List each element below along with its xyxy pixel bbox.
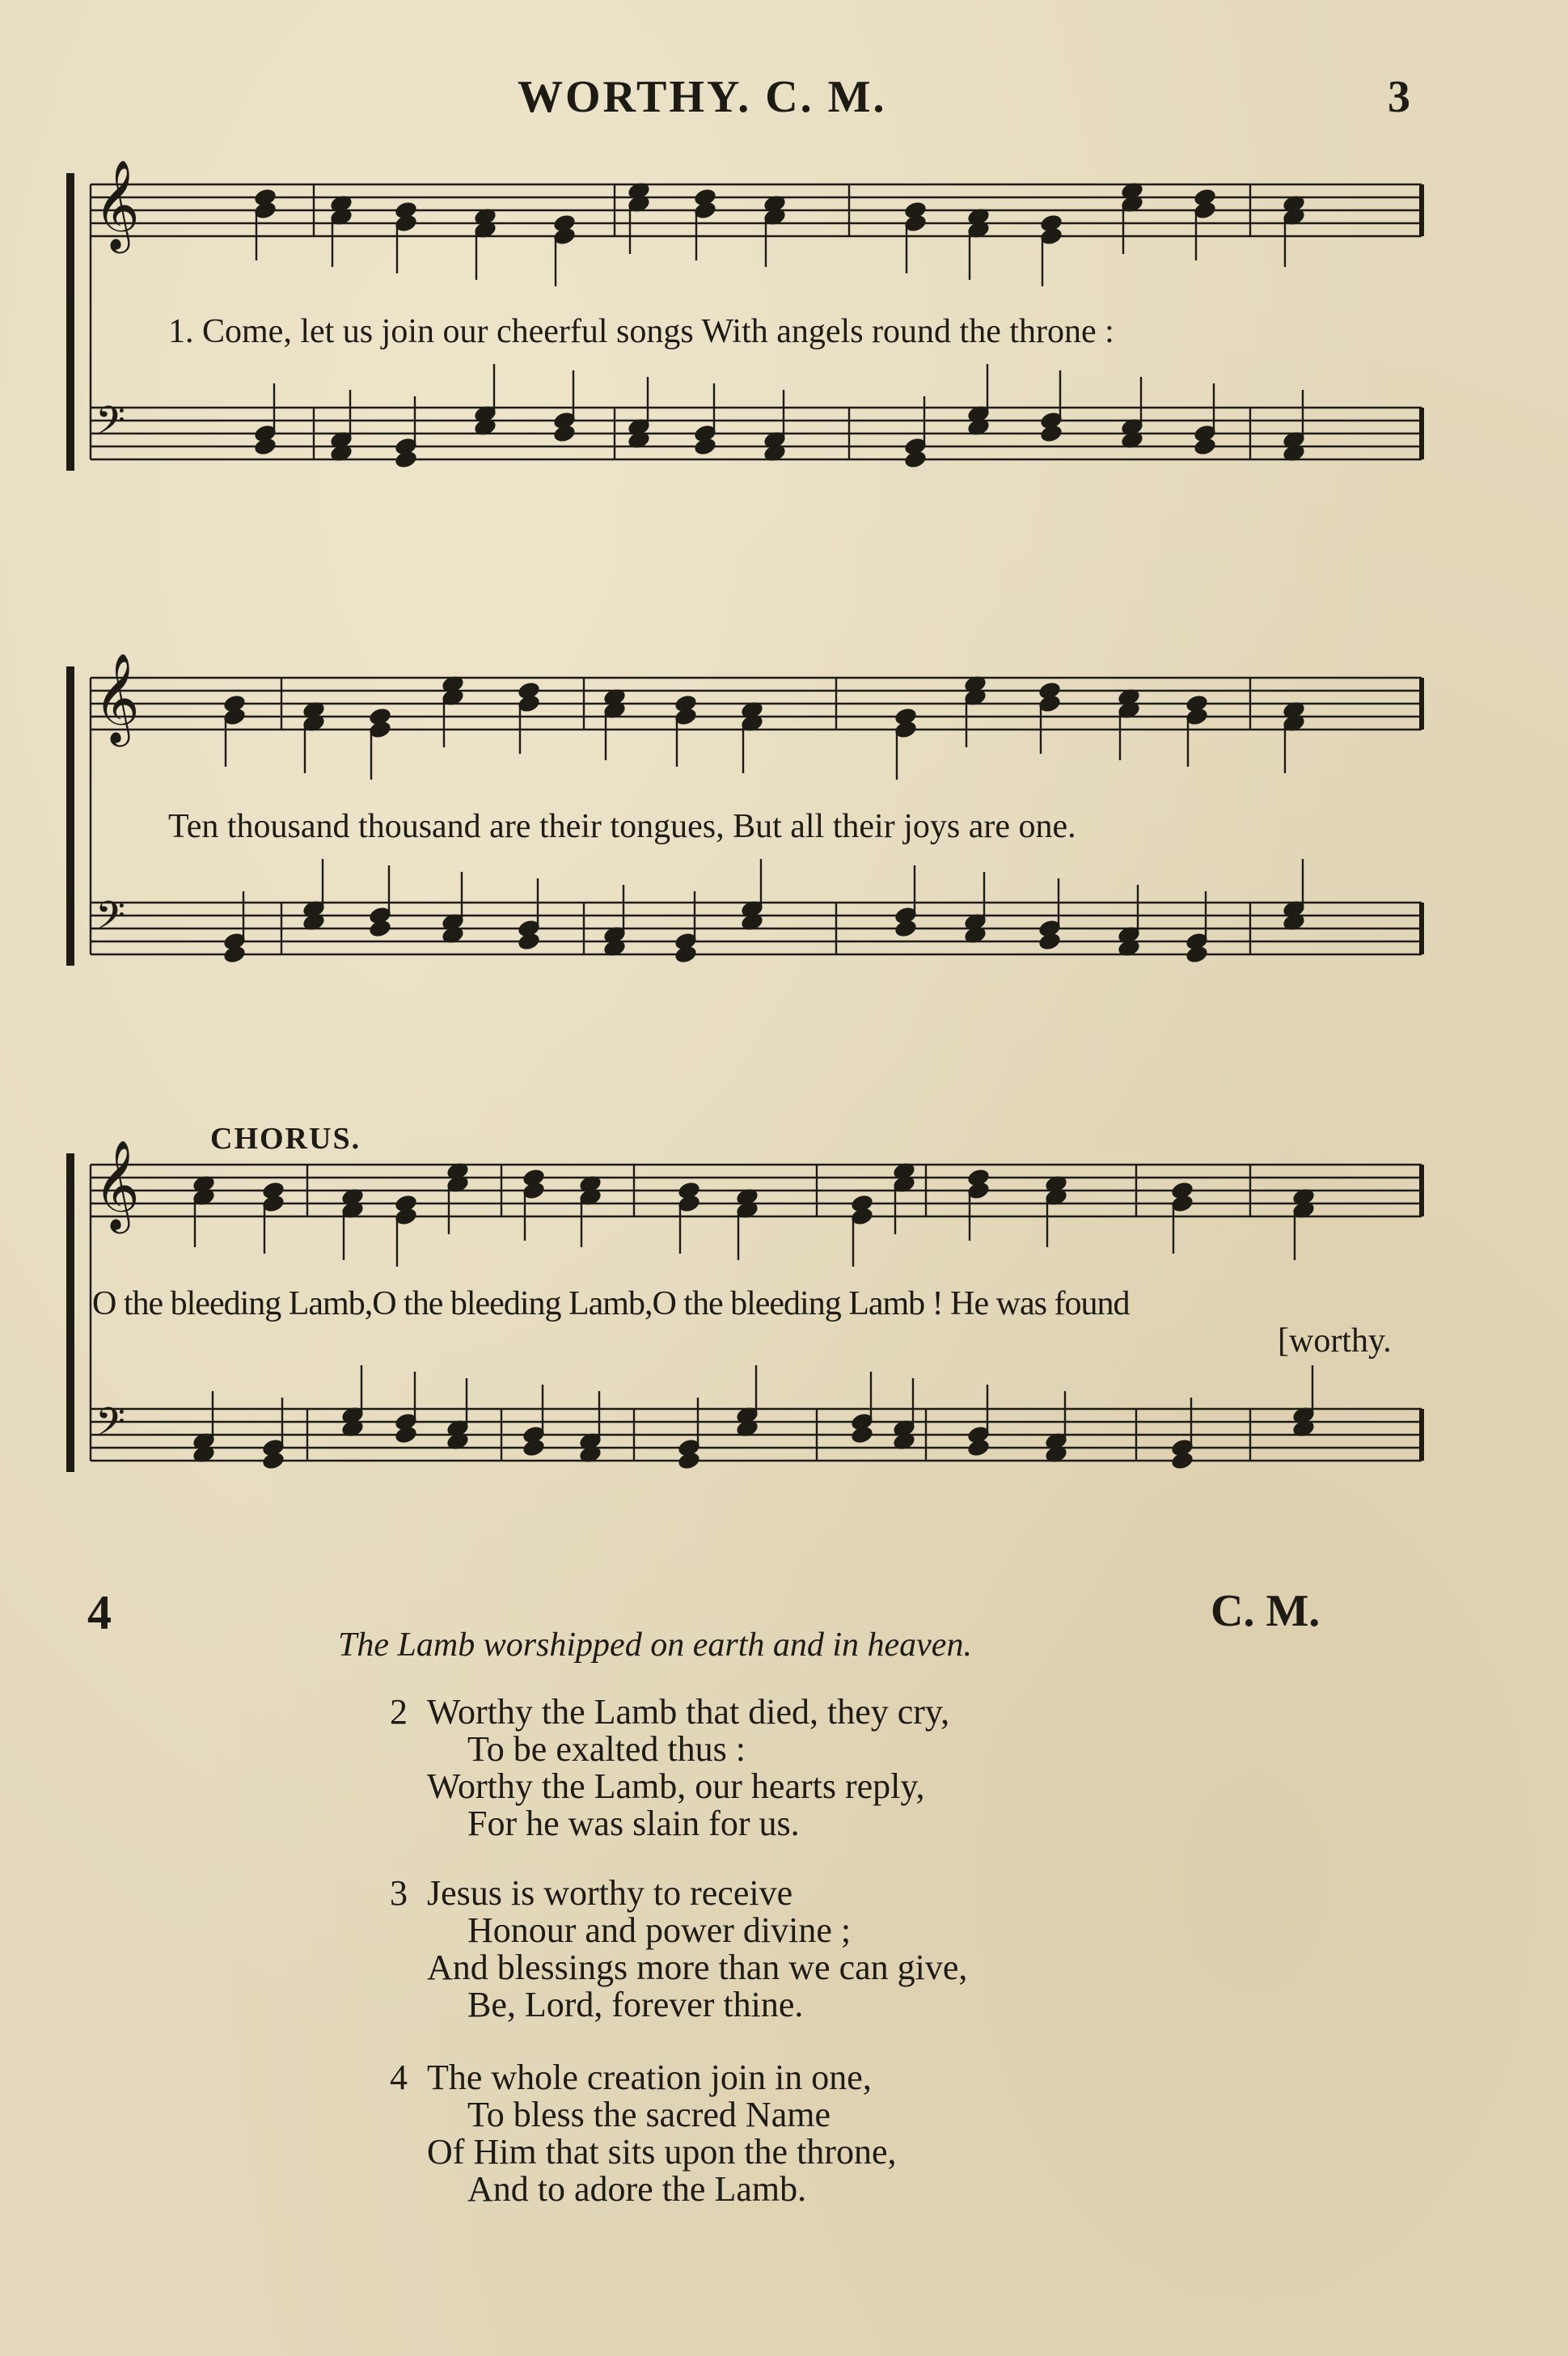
note-head bbox=[261, 1450, 286, 1471]
hymn-subtitle: The Lamb worshipped on earth and in heaven. bbox=[338, 1626, 972, 1664]
system-brace bbox=[66, 666, 74, 966]
verse-line: Worthy the Lamb, our hearts reply, bbox=[427, 1766, 925, 1806]
page-title: WORTHY. C. M. bbox=[518, 72, 887, 122]
note-head bbox=[693, 436, 718, 457]
hymn-meter: C. M. bbox=[1211, 1586, 1321, 1636]
verse-number: 2 bbox=[390, 1692, 408, 1732]
lyric-line-3-continuation: [worthy. bbox=[1278, 1322, 1392, 1360]
verse-2 bbox=[390, 1694, 949, 1842]
verse-line: The whole creation join in one, bbox=[427, 2058, 872, 2097]
note-head bbox=[1170, 1450, 1195, 1471]
note-head bbox=[850, 1424, 875, 1445]
note-head bbox=[394, 1424, 419, 1445]
bass-clef-icon: 𝄢 bbox=[95, 398, 126, 453]
verse-line: Jesus is worthy to receive bbox=[427, 1873, 793, 1913]
verse-line: And blessings more than we can give, bbox=[427, 1948, 968, 1987]
bass-clef-icon: 𝄢 bbox=[95, 893, 126, 948]
verse-line: And to adore the Lamb. bbox=[467, 2169, 807, 2209]
note-head bbox=[394, 449, 419, 470]
note-head bbox=[1039, 423, 1064, 444]
verse-line: To be exalted thus : bbox=[467, 1729, 746, 1769]
verse-line: Of Him that sits upon the throne, bbox=[427, 2132, 897, 2172]
verse-line: Worthy the Lamb that died, they cry, bbox=[427, 1692, 950, 1732]
verse-4 bbox=[390, 2059, 897, 2208]
treble-clef-icon: 𝄞 bbox=[94, 159, 140, 250]
note-head bbox=[903, 449, 928, 470]
note-head bbox=[966, 1437, 991, 1458]
note-head bbox=[1193, 436, 1218, 457]
note-head bbox=[552, 423, 577, 444]
chorus-label: CHORUS. bbox=[210, 1122, 361, 1156]
note-head bbox=[253, 436, 278, 457]
system-brace bbox=[66, 1153, 74, 1472]
verse-line: For he was slain for us. bbox=[467, 1804, 800, 1843]
note-head bbox=[1185, 944, 1210, 965]
note-head bbox=[522, 1437, 547, 1458]
note-head bbox=[674, 944, 699, 965]
note-head bbox=[894, 918, 919, 939]
verse-3 bbox=[390, 1875, 967, 2024]
verse-number: 4 bbox=[390, 2058, 408, 2097]
bass-clef-icon: 𝄢 bbox=[95, 1399, 126, 1454]
note-head bbox=[368, 918, 393, 939]
note-head bbox=[677, 1450, 702, 1471]
verse-line: To bless the sacred Name bbox=[467, 2095, 830, 2134]
verse-number: 3 bbox=[390, 1873, 408, 1913]
lyric-line-1: 1. Come, let us join our cheerful songs With angels round the throne : bbox=[168, 313, 1114, 350]
treble-clef-icon: 𝄞 bbox=[94, 652, 140, 743]
verse-line: Be, Lord, forever thine. bbox=[467, 1985, 804, 2024]
verse-line: Honour and power divine ; bbox=[467, 1910, 852, 1950]
note-head bbox=[222, 944, 247, 965]
treble-clef-icon: 𝄞 bbox=[94, 1139, 140, 1230]
lyric-line-2: Ten thousand thousand are their tongues, But all their joys are one. bbox=[168, 808, 1076, 845]
lyric-line-3: O the bleeding Lamb,O the bleeding Lamb,O the bleeding Lamb ! He was found bbox=[92, 1285, 1130, 1322]
note-head bbox=[517, 931, 542, 952]
system-brace bbox=[66, 173, 74, 471]
page-number: 3 bbox=[1388, 72, 1410, 122]
hymn-number: 4 bbox=[87, 1586, 112, 1639]
note-head bbox=[1038, 931, 1063, 952]
